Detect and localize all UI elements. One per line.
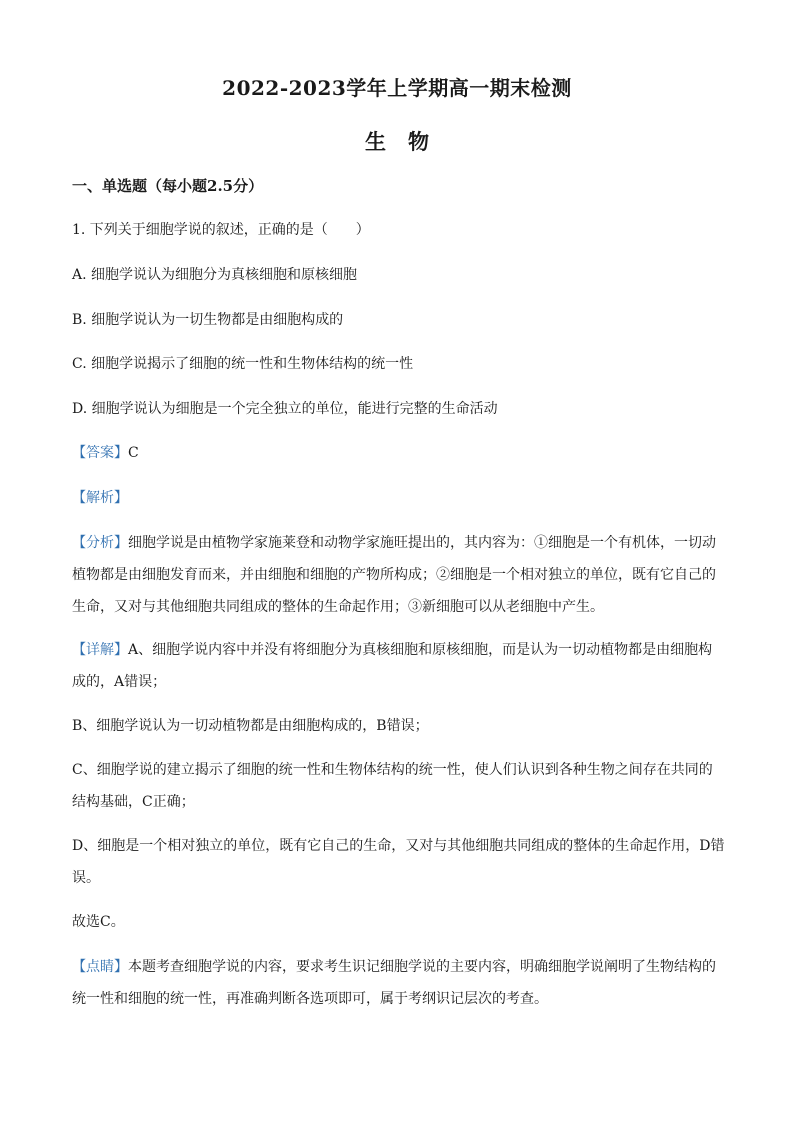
section-heading: 一、单选题（每小题2.5分） bbox=[72, 177, 264, 195]
xiangjie-tag: 【详解】 bbox=[72, 642, 128, 658]
dianjing-text: 本题考查细胞学说的内容，要求考生识记细胞学说的主要内容，明确细胞学说阐明了生物结构的统一性和细胞的统一性，再准确判断各选项即可，属于考纲识记层次的考查。 bbox=[72, 959, 716, 1007]
analysis-xiangjie-d bbox=[72, 830, 726, 894]
xiangjie-a-text: A、细胞学说内容中并没有将细胞分为真核细胞和原核细胞，而是认为一切动植物都是由细胞构成的，A错误； bbox=[72, 642, 713, 690]
question-stem: 1. 下列关于细胞学说的叙述，正确的是（ ） bbox=[72, 222, 370, 238]
xiangjie-b-text: B、细胞学说认为一切动植物都是由细胞构成的，B错误； bbox=[72, 718, 429, 734]
dianjing-tag: 【点睛】 bbox=[72, 959, 128, 975]
option-a: A. 细胞学说认为细胞分为真核细胞和原核细胞 bbox=[72, 267, 358, 283]
analysis-xiangjie-b bbox=[72, 710, 726, 742]
fenxi-tag: 【分析】 bbox=[72, 535, 128, 551]
fenxi-text: 细胞学说是由植物学家施莱登和动物学家施旺提出的，其内容为：①细胞是一个有机体，一切动植物都是由细胞发育而来，并由细胞和细胞的产物所构成；②细胞是一个相对独立的单位，既有它自己的生命，又对与其他细胞共同组成的整体的生命起作用；③新细胞可以从老细胞中产生。 bbox=[72, 535, 716, 615]
option-c: C. 细胞学说揭示了细胞的统一性和生物体结构的统一性 bbox=[72, 356, 414, 372]
analysis-xiangjie-c bbox=[72, 754, 726, 818]
answer-tag: 【答案】 bbox=[72, 445, 128, 461]
analysis-dianjing bbox=[72, 951, 726, 1015]
conclusion: 故选C。 bbox=[72, 914, 125, 930]
analysis-tag: 【解析】 bbox=[72, 490, 128, 506]
exam-title: 2022-2023学年上学期高一期末检测 bbox=[222, 76, 572, 100]
answer-line bbox=[72, 437, 727, 469]
analysis-xiangjie-a bbox=[72, 634, 726, 698]
option-b: B. 细胞学说认为一切生物都是由细胞构成的 bbox=[72, 312, 344, 328]
xiangjie-d-text: D、细胞是一个相对独立的单位，既有它自己的生命，又对与其他细胞共同组成的整体的生命起作用，D错误。 bbox=[72, 838, 725, 886]
subject-title: 生物 bbox=[365, 129, 451, 154]
analysis-fenxi bbox=[72, 527, 726, 623]
option-d: D. 细胞学说认为细胞是一个完全独立的单位，能进行完整的生命活动 bbox=[72, 401, 498, 417]
analysis-heading bbox=[72, 482, 727, 514]
xiangjie-c-text: C、细胞学说的建立揭示了细胞的统一性和生物体结构的统一性，使人们认识到各种生物之间存在共同的结构基础，C正确； bbox=[72, 762, 713, 810]
answer-value: C bbox=[128, 445, 139, 461]
